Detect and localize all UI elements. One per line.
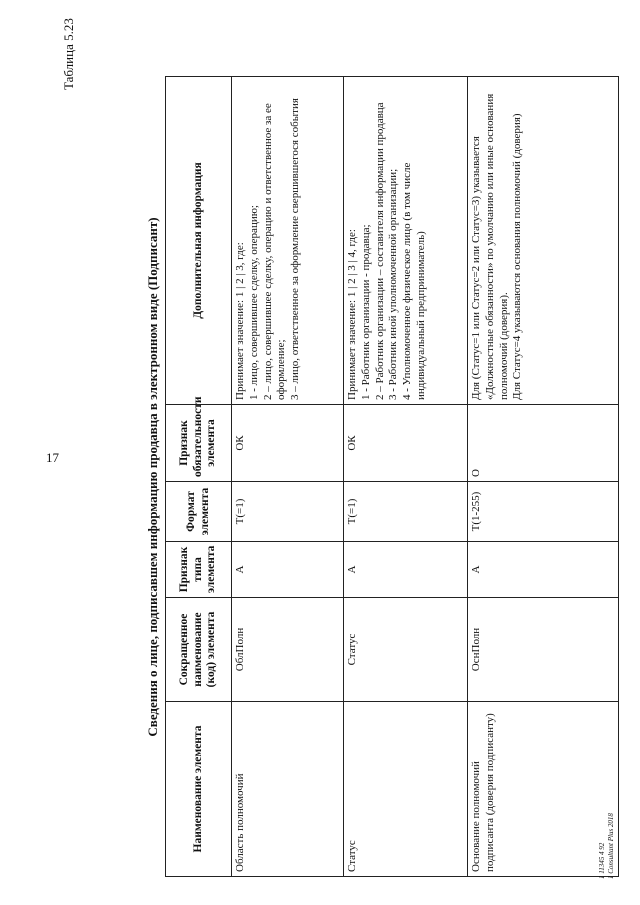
header-element-type: Признак типа элемента <box>166 542 232 598</box>
table-caption: Таблица 5.23 <box>61 18 76 90</box>
cell-type: А <box>468 542 619 598</box>
cell-info <box>344 77 468 405</box>
info-line: Для Статус=4 указываются основания полномочий (доверия) <box>511 113 524 400</box>
info-line: Для (Статус=1 или Статус=2 или Статус=3) указывается «Должностные обязанности» по умолчанию или иные основания полномочий (доверия). <box>470 93 510 400</box>
header-additional-info: Дополнительная информация <box>166 77 232 405</box>
cell-required: ОК <box>344 405 468 482</box>
cell-code: Статус <box>344 598 468 702</box>
info-line: Принимает значение: 1 | 2 | 3, где: <box>234 242 246 400</box>
cell-name: Статус <box>344 702 468 877</box>
cell-format: T(=1) <box>232 482 344 542</box>
cell-info <box>468 77 619 405</box>
cell-info <box>232 77 344 405</box>
header-element-required: Признак обязательности элемента <box>166 405 232 482</box>
table-title: Сведения о лице, подписавшем информацию продавца в электронном виде (Подписант) <box>145 217 160 737</box>
table-row <box>344 77 468 877</box>
element-spec-table <box>165 76 619 877</box>
info-line: 2 – Работник организации – составителя информации продавца <box>373 102 386 400</box>
info-line: 3 – лицо, ответственное за оформление свершившегося события <box>289 98 301 400</box>
table-header-row <box>166 77 232 877</box>
cell-format: T(=1) <box>344 482 468 542</box>
cell-type: А <box>232 542 344 598</box>
cell-format: T(1-255) <box>468 482 619 542</box>
footer-note-line: 1 Consultant Plus 2018 <box>607 813 616 879</box>
cell-name: Область полномочий <box>232 702 344 877</box>
table-row <box>232 77 344 877</box>
info-line: 3 - Работник иной уполномоченной организации; <box>387 168 400 400</box>
table-row <box>468 77 619 877</box>
cell-code: ОснПолн <box>468 598 619 702</box>
info-line: 2 – лицо, совершившее сделку, операцию и ответственное за ее оформление; <box>261 103 288 400</box>
header-element-name: Наименование элемента <box>166 702 232 877</box>
footer-note <box>598 813 616 879</box>
cell-required: О <box>468 405 619 482</box>
cell-name: Основание полномочий подписанта (доверия подписанту) <box>468 702 619 877</box>
header-element-code: Сокращенное наименование (код) элемента <box>166 598 232 702</box>
info-line: Принимает значение: 1 | 2 | 3 | 4, где: <box>346 229 358 400</box>
cell-required: ОК <box>232 405 344 482</box>
footer-note-line: 1 11345 4 92 <box>598 842 606 879</box>
cell-code: ОблПолн <box>232 598 344 702</box>
header-element-format: Формат элемента <box>166 482 232 542</box>
page-number: 17 <box>46 450 59 465</box>
info-line: 1 - лицо, совершившее сделку, операцию; <box>247 205 260 400</box>
info-line: 1 - Работник организации - продавца; <box>359 224 372 400</box>
cell-type: А <box>344 542 468 598</box>
info-line: 4 - Уполномоченное физическое лицо (в том числе индивидуальный предприниматель) <box>401 162 427 400</box>
